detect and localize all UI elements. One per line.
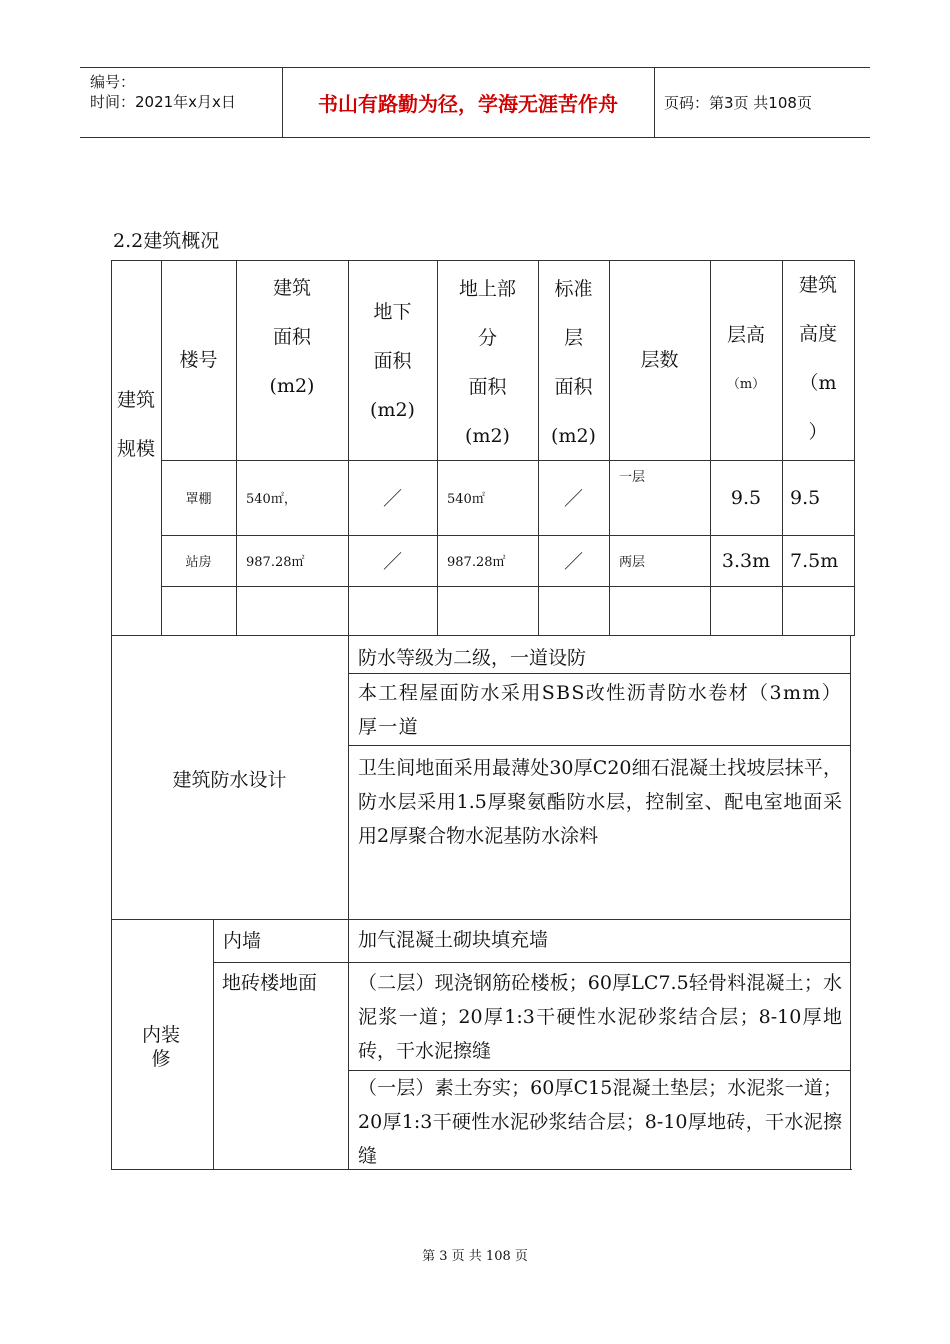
- header-meta: [90, 72, 236, 112]
- interior-desc: 加气混凝土砌块填充墙: [358, 929, 549, 951]
- header-building-height: 建筑 高度 （m ）: [798, 274, 837, 443]
- doc-time-label: 时间：2021年x月x日: [90, 93, 236, 111]
- header-building: 楼号: [179, 348, 218, 371]
- waterproof-item: 卫生间地面采用最薄处30厚C20细石混凝土找坡层抹平，防水层采用1.5厚聚氨酯防水层，控制室、配电室地面采用2厚聚合物水泥基防水涂料: [358, 757, 842, 847]
- page-footer: 第 3 页 共 108 页: [422, 1249, 528, 1264]
- header-standard-floor-area: 标准 层 面积 (m2): [551, 278, 596, 447]
- interior-desc: （二层）现浇钢筋砼楼板；60厚LC7.5轻骨料混凝土；水泥浆一道；20厚1:3干硬性水泥砂浆结合层；8-10厚地砖，干水泥擦缝: [358, 972, 842, 1062]
- header-total-area: 建筑 面积 (m2): [269, 276, 315, 397]
- doc-number-label: 编号：: [90, 73, 136, 91]
- header-page-info: 页码：第3页 共108页: [664, 94, 812, 112]
- waterproof-item: 防水等级为二级，一道设防: [358, 647, 587, 669]
- page-header: [80, 67, 870, 138]
- header-floors: 层数: [640, 348, 679, 371]
- header-divider: [654, 68, 655, 137]
- header-motto: 书山有路勤为径，学海无涯苦作舟: [318, 92, 618, 116]
- header-underground-area: 地下 面积 (m2): [370, 300, 415, 421]
- header-above-area: 地上部 分 面积 (m2): [458, 278, 516, 447]
- scale-group-label: 建筑规模: [116, 389, 155, 460]
- waterproof-item: 本工程屋面防水采用SBS改性沥青防水卷材（3mm）厚一道: [358, 682, 842, 738]
- interior-label: 内装修: [141, 1024, 180, 1070]
- interior-item: 地砖楼地面: [222, 972, 318, 994]
- header-floor-height: 层高 （m）: [726, 324, 766, 392]
- interior-desc: （一层）素土夯实；60厚C15混凝土垫层；水泥浆一道；20厚1:3干硬性水泥砂浆结合层；8-10厚地砖，干水泥擦缝: [358, 1077, 842, 1167]
- waterproof-label: 建筑防水设计: [172, 768, 287, 791]
- interior-item: 内墙: [223, 929, 262, 952]
- section-title: 2.2建筑概况: [113, 230, 220, 252]
